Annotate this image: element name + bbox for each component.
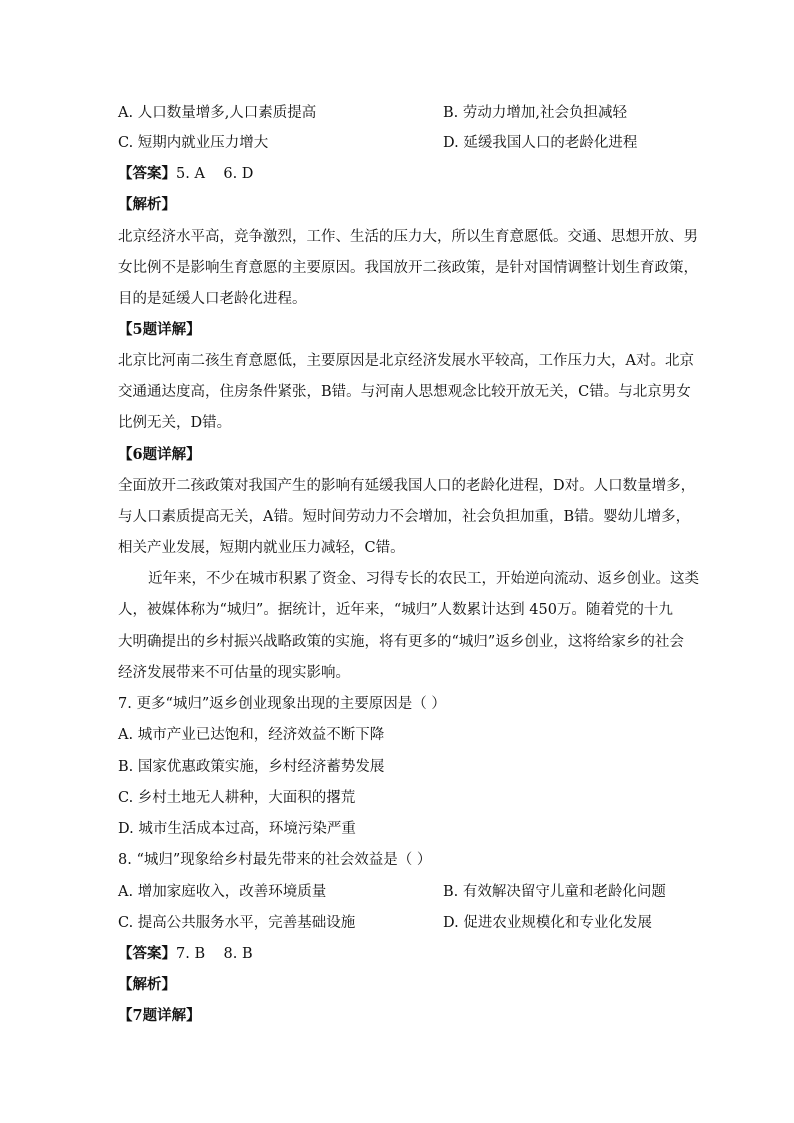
detail-5-heading: 【5题详解】	[118, 321, 201, 338]
answer-78	[118, 944, 253, 964]
q56-option-c: C. 短期内就业压力增大	[118, 135, 269, 151]
q56-option-b: B. 劳动力增加,社会负担减轻	[443, 105, 627, 121]
analysis-line: 目的是延缓人口老龄化进程。	[118, 291, 307, 307]
analysis-line: 北京经济水平高，竞争激烈，工作、生活的压力大，所以生育意愿低。交通、思想开放、男	[118, 229, 698, 245]
q7-option-d: D. 城市生活成本过高，环境污染严重	[118, 821, 356, 837]
q8-option-d: D. 促进农业规模化和专业化发展	[443, 915, 652, 931]
q8-option-c: C. 提高公共服务水平，完善基础设施	[118, 915, 356, 931]
answer-label: 【答案】	[118, 165, 176, 182]
analysis-heading: 【解析】	[118, 196, 176, 213]
q8-option-a: A. 增加家庭收入，改善环境质量	[118, 884, 327, 900]
detail-6-line: 相关产业发展，短期内就业压力减轻，C错。	[118, 540, 405, 556]
passage-line: 近年来，不少在城市积累了资金、习得专长的农民工，开始逆向流动、返乡创业。这类	[148, 571, 699, 587]
detail-6-line: 全面放开二孩政策对我国产生的影响有延缓我国人口的老龄化进程，D对。人口数量增多，	[118, 478, 696, 494]
q7-stem: 7. 更多“城归”返乡创业现象出现的主要原因是（ ）	[118, 696, 446, 712]
q7-option-a: A. 城市产业已达饱和，经济效益不断下降	[118, 727, 385, 743]
q8-stem: 8. “城归”现象给乡村最先带来的社会效益是（ ）	[118, 852, 432, 868]
answer-56	[118, 164, 253, 184]
passage-line: 大明确提出的乡村振兴战略政策的实施，将有更多的“城归”返乡创业，这将给家乡的社会	[118, 634, 684, 650]
q56-option-a: A. 人口数量增多,人口素质提高	[118, 105, 317, 121]
passage-line: 经济发展带来不可估量的现实影响。	[118, 665, 350, 681]
q56-option-d: D. 延缓我国人口的老龄化进程	[443, 135, 638, 151]
answer-value: 5. A 6. D	[176, 166, 254, 182]
answer-label: 【答案】	[118, 945, 176, 962]
q7-option-c: C. 乡村土地无人耕种，大面积的撂荒	[118, 790, 356, 806]
detail-6-heading: 【6题详解】	[118, 446, 201, 463]
detail-5-line: 交通通达度高，住房条件紧张，B错。与河南人思想观念比较开放无关，C错。与北京男女	[118, 384, 691, 400]
q8-option-b: B. 有效解决留守儿童和老龄化问题	[443, 884, 666, 900]
analysis-78-heading: 【解析】	[118, 976, 176, 993]
answer-value: 7. B 8. B	[176, 946, 253, 962]
detail-5-line: 比例无关，D错。	[118, 415, 232, 431]
detail-5-line: 北京比河南二孩生育意愿低，主要原因是北京经济发展水平较高，工作压力大，A对。北京	[118, 353, 694, 369]
detail-7-heading: 【7题详解】	[118, 1007, 201, 1024]
passage-line: 人，被媒体称为“城归”。据统计，近年来，“城归”人数累计达到 450万。随着党的十九	[118, 602, 673, 618]
detail-6-line: 与人口素质提高无关，A错。短时间劳动力不会增加，社会负担加重，B错。婴幼儿增多，	[118, 509, 691, 525]
q7-option-b: B. 国家优惠政策实施，乡村经济蓄势发展	[118, 759, 385, 775]
analysis-line: 女比例不是影响生育意愿的主要原因。我国放开二孩政策，是针对国情调整计划生育政策，	[118, 260, 698, 276]
